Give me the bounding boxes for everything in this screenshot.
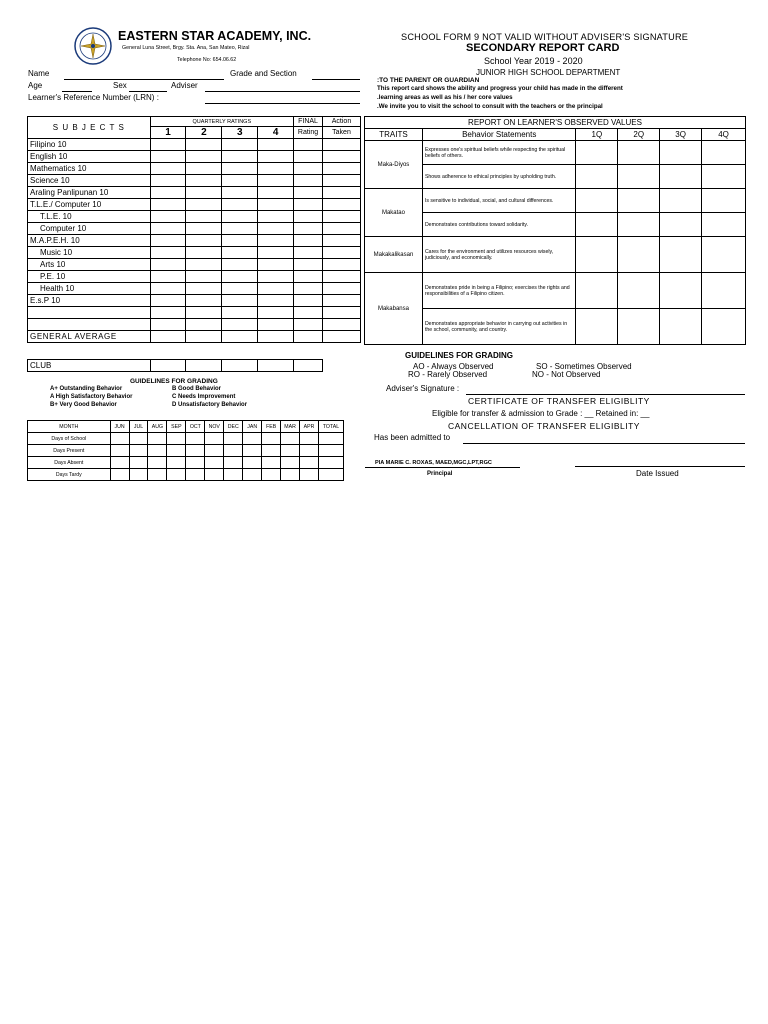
final-header-2: Rating [294, 127, 323, 139]
grade-cell [150, 163, 186, 175]
form-note: SCHOOL FORM 9 NOT VALID WITHOUT ADVISER'S SIGNATURE [401, 32, 689, 42]
grade-cell [222, 307, 258, 319]
quarter-2q: 2Q [618, 129, 660, 141]
attendance-cell [318, 433, 343, 445]
subject-row [28, 163, 361, 175]
grade-cell [186, 151, 222, 163]
grade-cell [186, 223, 222, 235]
attendance-cell [243, 457, 262, 469]
parent-note-line3: .We invite you to visit the school to consult with the teachers or the principal [377, 103, 603, 110]
grade-cell [258, 307, 294, 319]
report-title: SECONDARY REPORT CARD [466, 42, 620, 54]
grade-cell [294, 319, 323, 331]
month-header-cell: OCT [186, 421, 205, 433]
grade-cell [186, 319, 222, 331]
quarter-header: 1 [150, 127, 186, 139]
grade-cell [222, 163, 258, 175]
attendance-cell [167, 457, 186, 469]
month-header-cell: JAN [243, 421, 262, 433]
school-seal [74, 27, 112, 65]
subject-row [28, 247, 361, 259]
principal-label: Principal [427, 471, 453, 477]
guideline-a: A High Satisfactory Behavior [50, 394, 133, 400]
grade-cell [294, 295, 323, 307]
grade-cell [294, 163, 323, 175]
attendance-row [28, 457, 344, 469]
grade-cell [294, 259, 323, 271]
grade-cell [150, 307, 186, 319]
principal-name: PIA MARIE C. ROXAS, MAED,MGC,LPT,RGC [375, 460, 492, 466]
grade-cell [150, 223, 186, 235]
grade-cell [150, 211, 186, 223]
grade-cell [323, 175, 361, 187]
attendance-cell [224, 457, 243, 469]
attendance-cell [243, 433, 262, 445]
attendance-row-label: Days Present [28, 445, 111, 457]
grade-cell [186, 163, 222, 175]
attendance-cell [262, 457, 281, 469]
subject-name: T.L.E. 10 [28, 211, 151, 223]
school-telephone: Telephone No: 654.06.62 [177, 57, 237, 63]
grade-cell [186, 247, 222, 259]
department: JUNIOR HIGH SCHOOL DEPARTMENT [476, 68, 621, 77]
grade-cell [258, 295, 294, 307]
attendance-cell [300, 457, 319, 469]
attendance-cell [129, 433, 148, 445]
attendance-cell [205, 445, 224, 457]
attendance-row [28, 433, 344, 445]
subject-name [28, 307, 151, 319]
guideline-d: D Unsatisfactory Behavior [172, 402, 248, 408]
subject-row [28, 331, 361, 343]
subject-row [28, 319, 361, 331]
age-label: Age [28, 81, 43, 90]
month-header-cell: NOV [205, 421, 224, 433]
grade-cell [258, 235, 294, 247]
grades-table [27, 116, 361, 343]
name-label: Name [28, 69, 50, 78]
subject-name: E.s.P 10 [28, 295, 151, 307]
attendance-cell [262, 445, 281, 457]
attendance-cell [110, 469, 129, 481]
subject-name: T.L.E./ Computer 10 [28, 199, 151, 211]
month-header-cell: AUG [148, 421, 167, 433]
lrn-label: Learner's Reference Number (LRN) : [28, 93, 159, 102]
grade-cell [222, 235, 258, 247]
grade-cell [294, 307, 323, 319]
action-header-2: Taken [323, 127, 361, 139]
grade-cell [258, 187, 294, 199]
grade-cell [258, 223, 294, 235]
month-header-cell: DEC [224, 421, 243, 433]
guideline-ro: RO - Rarely Observed [408, 370, 488, 379]
attendance-row-label: Days Absent [28, 457, 111, 469]
quarter-header: 4 [258, 127, 294, 139]
subject-name: Mathematics 10 [28, 163, 151, 175]
grade-cell [323, 271, 361, 283]
subject-name: Araling Panlipunan 10 [28, 187, 151, 199]
adviser-line [205, 91, 360, 92]
attendance-cell [281, 433, 300, 445]
grade-cell [150, 295, 186, 307]
grade-cell [150, 139, 186, 151]
subject-row [28, 235, 361, 247]
guideline-ao: AO - Always Observed [413, 362, 494, 371]
subject-name [28, 319, 151, 331]
guideline-b-plus: B+ Very Good Behavior [50, 402, 117, 408]
grade-cell [150, 199, 186, 211]
grade-cell [294, 139, 323, 151]
attendance-row-label: Days Tardy [28, 469, 111, 481]
subject-row [28, 187, 361, 199]
grade-cell [222, 139, 258, 151]
grade-cell [258, 175, 294, 187]
grade-cell [294, 271, 323, 283]
subject-name: Science 10 [28, 175, 151, 187]
attendance-cell [318, 445, 343, 457]
grade-cell [186, 271, 222, 283]
quarter-4q: 4Q [702, 129, 746, 141]
attendance-cell [205, 457, 224, 469]
grade-cell [222, 187, 258, 199]
grade-cell [294, 175, 323, 187]
grade-cell [222, 151, 258, 163]
grade-cell [323, 151, 361, 163]
subject-row [28, 223, 361, 235]
admitted-label: Has been admitted to [374, 433, 451, 442]
grade-cell [222, 211, 258, 223]
grade-cell [150, 283, 186, 295]
grade-cell [323, 235, 361, 247]
guideline-b: B Good Behavior [172, 386, 222, 392]
attendance-cell [167, 433, 186, 445]
month-header-cell: MAR [281, 421, 300, 433]
grade-cell [150, 331, 186, 343]
grade-cell [150, 187, 186, 199]
school-year: School Year 2019 - 2020 [484, 56, 583, 66]
month-header-cell: APR [300, 421, 319, 433]
grade-cell [323, 223, 361, 235]
quarter-3q: 3Q [660, 129, 702, 141]
attendance-cell [243, 469, 262, 481]
attendance-row [28, 445, 344, 457]
grade-cell [258, 211, 294, 223]
grade-section-label: Grade and Section [230, 69, 297, 78]
subject-row [28, 307, 361, 319]
month-header-cell: JUL [129, 421, 148, 433]
subject-row [28, 283, 361, 295]
grade-cell [294, 187, 323, 199]
grade-cell [258, 163, 294, 175]
attendance-cell [224, 469, 243, 481]
month-header-cell: FEB [262, 421, 281, 433]
grade-cell [258, 199, 294, 211]
month-header-cell: JUN [110, 421, 129, 433]
trait-makatao: Makatao [365, 189, 423, 237]
sex-label: Sex [113, 81, 127, 90]
quarter-header: 2 [186, 127, 222, 139]
attendance-cell [318, 457, 343, 469]
grade-cell [323, 319, 361, 331]
date-issued-label: Date Issued [636, 469, 679, 478]
trait-makakalikasan: Makakalikasan [365, 237, 423, 273]
behavior-statement: Demonstrates contributions toward solidarity. [422, 213, 576, 237]
attendance-cell [281, 457, 300, 469]
grade-cell [186, 295, 222, 307]
club-label: CLUB [28, 360, 151, 372]
attendance-cell [205, 433, 224, 445]
transfer-title: CERTIFICATE OF TRANSFER ELIGIBLITY [468, 396, 650, 406]
age-line [62, 91, 92, 92]
attendance-cell [129, 469, 148, 481]
attendance-cell [186, 457, 205, 469]
grade-cell [150, 247, 186, 259]
behavior-statement: Shows adherence to ethical principles by upholding truth. [422, 165, 576, 189]
sex-line [129, 91, 167, 92]
subject-row [28, 175, 361, 187]
grade-cell [222, 271, 258, 283]
grade-cell [258, 271, 294, 283]
adviser-signature-line [466, 394, 745, 395]
month-header-cell: SEP [167, 421, 186, 433]
subject-row [28, 211, 361, 223]
adviser-label: Adviser [171, 81, 198, 90]
subject-row [28, 139, 361, 151]
attendance-cell [318, 469, 343, 481]
behavior-header: Behavior Statements [422, 129, 576, 141]
grade-cell [222, 331, 258, 343]
behavior-statement: Cares for the environment and utilizes resources wisely, judiciously, and economically. [422, 237, 576, 273]
grade-cell [222, 319, 258, 331]
grade-cell [150, 271, 186, 283]
month-header: MONTH [28, 421, 111, 433]
attendance-cell [110, 433, 129, 445]
subject-row [28, 151, 361, 163]
attendance-cell [300, 433, 319, 445]
attendance-cell [300, 469, 319, 481]
month-header-cell: TOTAL [318, 421, 343, 433]
guideline-no: NO - Not Observed [532, 370, 601, 379]
quarter-1q: 1Q [576, 129, 618, 141]
grade-cell [294, 211, 323, 223]
grade-cell [258, 331, 294, 343]
grade-cell [323, 247, 361, 259]
attendance-cell [243, 445, 262, 457]
admitted-line [463, 443, 745, 444]
grade-cell [186, 175, 222, 187]
grade-cell [258, 259, 294, 271]
grade-cell [323, 211, 361, 223]
grade-cell [323, 259, 361, 271]
grade-cell [186, 235, 222, 247]
parent-note-line1: This report card shows the ability and progress your child has made in the different [377, 85, 623, 92]
grade-cell [150, 151, 186, 163]
behavior-statement: Demonstrates appropriate behavior in carrying out activities in the school, community, and country. [422, 309, 576, 345]
attendance-row [28, 469, 344, 481]
grade-cell [323, 307, 361, 319]
grade-cell [222, 199, 258, 211]
attendance-cell [167, 469, 186, 481]
right-guidelines-title: GUIDELINES FOR GRADING [405, 351, 514, 360]
attendance-cell [129, 457, 148, 469]
grade-cell [150, 259, 186, 271]
grade-cell [222, 283, 258, 295]
attendance-cell [300, 445, 319, 457]
attendance-cell [224, 433, 243, 445]
grade-cell [186, 307, 222, 319]
attendance-cell [167, 445, 186, 457]
attendance-cell [224, 445, 243, 457]
attendance-cell [262, 433, 281, 445]
grade-cell [294, 151, 323, 163]
subject-name: GENERAL AVERAGE [28, 331, 151, 343]
attendance-cell [148, 445, 167, 457]
school-address: General Luna Street, Brgy. Sta. Ana, San Mateo, Rizal [122, 45, 250, 51]
grade-cell [222, 259, 258, 271]
date-issued-line [575, 466, 745, 467]
grade-cell [294, 223, 323, 235]
grade-cell [186, 199, 222, 211]
attendance-cell [148, 469, 167, 481]
subject-name: P.E. 10 [28, 271, 151, 283]
school-name: EASTERN STAR ACADEMY, INC. [118, 29, 312, 43]
principal-line [365, 467, 520, 468]
quarter-header: 3 [222, 127, 258, 139]
action-header-1: Action [323, 117, 361, 127]
grade-cell [186, 259, 222, 271]
values-table [364, 116, 746, 345]
values-title: REPORT ON LEARNER'S OBSERVED VALUES [365, 117, 746, 129]
grade-cell [323, 283, 361, 295]
grade-cell [186, 139, 222, 151]
traits-header: TRAITS [365, 129, 423, 141]
attendance-table [27, 420, 344, 481]
grade-section-line [312, 79, 360, 80]
attendance-cell [186, 433, 205, 445]
grade-cell [294, 283, 323, 295]
parent-note-title: :TO THE PARENT OR GUARDIAN [377, 77, 480, 84]
grade-cell [258, 247, 294, 259]
attendance-cell [205, 469, 224, 481]
grade-cell [258, 319, 294, 331]
subjects-header: S U B J E C T S [28, 117, 151, 139]
adviser-signature-label: Adviser's Signature : [386, 384, 460, 393]
grade-cell [222, 223, 258, 235]
grade-cell [323, 295, 361, 307]
subject-name: M.A.P.E.H. 10 [28, 235, 151, 247]
grade-cell [258, 151, 294, 163]
subject-name: Music 10 [28, 247, 151, 259]
guideline-a-plus: A+ Outstanding Behavior [50, 386, 123, 392]
grade-cell [294, 331, 323, 343]
grade-cell [150, 235, 186, 247]
grade-cell [258, 283, 294, 295]
attendance-cell [281, 469, 300, 481]
attendance-cell [186, 469, 205, 481]
grade-cell [186, 187, 222, 199]
subject-row [28, 271, 361, 283]
attendance-cell [186, 445, 205, 457]
subject-name: English 10 [28, 151, 151, 163]
parent-note-line2: .learning areas as well as his / her core values [377, 94, 513, 101]
behavior-statement: Demonstrates pride in being a Filipino; exercises the rights and responsibilities of a Filipino citizen. [422, 273, 576, 309]
lrn-line [205, 103, 360, 104]
attendance-cell [262, 469, 281, 481]
subject-row [28, 259, 361, 271]
subject-row [28, 199, 361, 211]
attendance-cell [110, 445, 129, 457]
behavior-statement: Expresses one's spiritual beliefs while respecting the spiritual beliefs of others. [422, 141, 576, 165]
guideline-so: SO - Sometimes Observed [536, 362, 632, 371]
subject-name: Computer 10 [28, 223, 151, 235]
grade-cell [323, 163, 361, 175]
grade-cell [294, 199, 323, 211]
grade-cell [294, 247, 323, 259]
eligible-text: Eligible for transfer & admission to Grade : __ Retained in: __ [432, 409, 650, 418]
grade-cell [323, 187, 361, 199]
quarterly-header: QUARTERLY RATINGS [150, 117, 293, 127]
grade-cell [258, 139, 294, 151]
grade-cell [323, 331, 361, 343]
guideline-c: C Needs Improvement [172, 394, 236, 400]
subject-row [28, 295, 361, 307]
trait-maka-diyos: Maka-Diyos [365, 141, 423, 189]
behavior-statement: Is sensitive to individual, social, and cultural differences. [422, 189, 576, 213]
cancel-title: CANCELLATION OF TRANSFER ELIGIBLITY [448, 421, 640, 431]
trait-makabansa: Makabansa [365, 273, 423, 345]
grade-cell [150, 319, 186, 331]
subject-name: Health 10 [28, 283, 151, 295]
grade-cell [186, 283, 222, 295]
grade-cell [222, 247, 258, 259]
grade-cell [294, 235, 323, 247]
attendance-cell [281, 445, 300, 457]
attendance-cell [148, 433, 167, 445]
club-table [27, 359, 323, 372]
attendance-cell [110, 457, 129, 469]
grade-cell [222, 295, 258, 307]
grade-cell [150, 175, 186, 187]
grade-cell [222, 175, 258, 187]
grade-cell [186, 331, 222, 343]
attendance-cell [129, 445, 148, 457]
grade-cell [323, 199, 361, 211]
name-line [64, 79, 224, 80]
attendance-cell [148, 457, 167, 469]
subject-name: Filipino 10 [28, 139, 151, 151]
grade-cell [323, 139, 361, 151]
attendance-row-label: Days of School [28, 433, 111, 445]
left-guidelines-title: GUIDELINES FOR GRADING [130, 378, 218, 385]
grade-cell [186, 211, 222, 223]
subject-name: Arts 10 [28, 259, 151, 271]
final-header-1: FINAL [294, 117, 323, 127]
